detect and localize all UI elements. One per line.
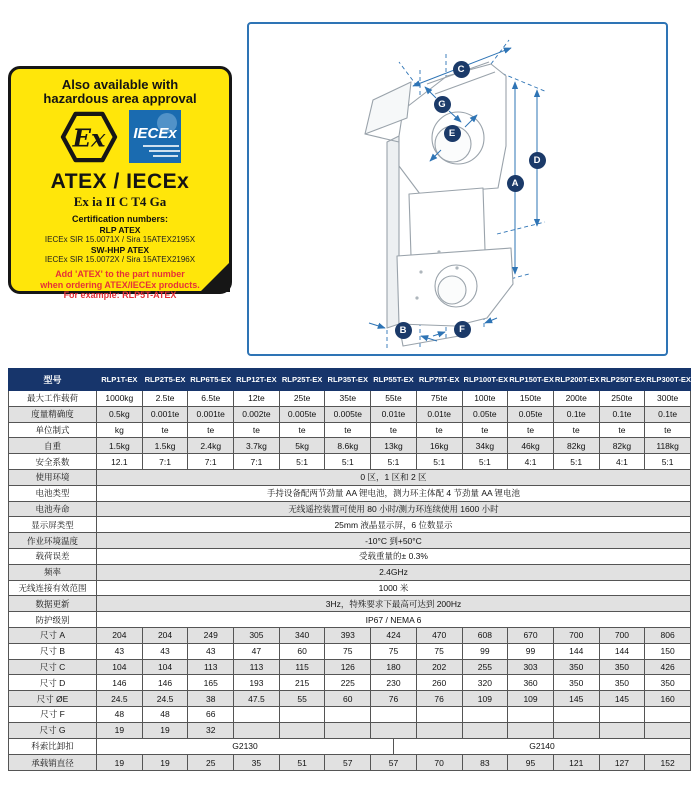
- cell-value: 5:1: [416, 454, 462, 470]
- cell-value: 35: [234, 755, 280, 771]
- cert-numbers-label: Certification numbers:: [71, 214, 168, 224]
- cell-value: 8.6kg: [325, 438, 371, 454]
- column-header-model: RLP250T-EX: [599, 369, 645, 391]
- cell-value: [279, 706, 325, 722]
- cell-value: 109: [462, 691, 508, 707]
- cell-value: [462, 722, 508, 738]
- table-row: [9, 469, 691, 485]
- table-row: [9, 422, 691, 438]
- cell-value: 5kg: [279, 438, 325, 454]
- cell-value: 5:1: [325, 454, 371, 470]
- cell-value: 260: [416, 675, 462, 691]
- table-row: [9, 643, 691, 659]
- row-label: 度量精确度: [9, 406, 97, 422]
- cell-value: 145: [553, 691, 599, 707]
- cell-value: 76: [371, 691, 417, 707]
- row-label: 单位制式: [9, 422, 97, 438]
- note-line2: when ordering ATEX/IECEx products.: [40, 279, 200, 290]
- cell-value: 5:1: [279, 454, 325, 470]
- cell-value: 32: [188, 722, 234, 738]
- table-row: [9, 533, 691, 549]
- cell-value: 19: [142, 722, 188, 738]
- spec-table-head: [9, 369, 691, 391]
- cell-value: 145: [599, 691, 645, 707]
- cell-value: [416, 706, 462, 722]
- cell-value: 43: [142, 643, 188, 659]
- table-row: [9, 501, 691, 517]
- row-label: 电池类型: [9, 485, 97, 501]
- table-row: [9, 659, 691, 675]
- note-line3: For example: RLP5T-ATEX: [63, 290, 177, 300]
- badge-order-note: [11, 269, 229, 301]
- row-label: 尺寸 C: [9, 659, 97, 675]
- split-cell-value: G2140: [529, 741, 555, 752]
- table-row: [9, 548, 691, 564]
- cell-value: [234, 722, 280, 738]
- table-row: [9, 722, 691, 738]
- cell-value: te: [599, 422, 645, 438]
- cell-value: 152: [645, 755, 691, 771]
- cell-value: 109: [508, 691, 554, 707]
- cell-value: 66: [188, 706, 234, 722]
- cell-value: 4:1: [508, 454, 554, 470]
- dim-label-d: D: [529, 152, 546, 169]
- badge-logos: [11, 111, 229, 167]
- cell-value: [553, 722, 599, 738]
- cell-value: 5:1: [462, 454, 508, 470]
- cell-value: 360: [508, 675, 554, 691]
- cell-value: 305: [234, 627, 280, 643]
- cell-value: 24.5: [142, 691, 188, 707]
- cell-value: 180: [371, 659, 417, 675]
- cell-value: 48: [97, 706, 143, 722]
- cell-value: [553, 706, 599, 722]
- cell-value: 150te: [508, 391, 554, 407]
- spec-table: [8, 368, 691, 771]
- cell-value: te: [645, 422, 691, 438]
- cell-value: 12.1: [97, 454, 143, 470]
- row-label: 尺寸 G: [9, 722, 97, 738]
- column-header-model: RLP35T-EX: [325, 369, 371, 391]
- cert1-name: RLP ATEX: [99, 225, 141, 235]
- atex-ex-hexagon-icon: [60, 111, 118, 168]
- svg-text:Ex: Ex: [72, 123, 105, 153]
- cell-value: 7:1: [234, 454, 280, 470]
- table-row: [9, 706, 691, 722]
- cell-value: 19: [97, 722, 143, 738]
- cell-value: 426: [645, 659, 691, 675]
- cell-value: 0.005te: [279, 406, 325, 422]
- column-header-model: RLP300T-EX: [645, 369, 691, 391]
- table-row: [9, 391, 691, 407]
- cell-value: 0.1te: [599, 406, 645, 422]
- cell-value: te: [142, 422, 188, 438]
- table-row: [9, 454, 691, 470]
- split-cell-value: G2130: [97, 739, 394, 755]
- cell-value: 700: [553, 627, 599, 643]
- cell-value: te: [462, 422, 508, 438]
- column-header-model: RLP6T5-EX: [188, 369, 234, 391]
- cell-value: kg: [97, 422, 143, 438]
- cell-value: te: [416, 422, 462, 438]
- cell-value: 99: [462, 643, 508, 659]
- row-label: 尺寸 D: [9, 675, 97, 691]
- merged-cell-value: 2.4GHz: [97, 564, 691, 580]
- cell-value: 144: [599, 643, 645, 659]
- dimension-drawing-panel: [247, 22, 668, 356]
- cell-value: 300te: [645, 391, 691, 407]
- table-row: [9, 738, 691, 755]
- cell-value: 146: [97, 675, 143, 691]
- cell-value: 424: [371, 627, 417, 643]
- column-header-model: RLP100T-EX: [462, 369, 508, 391]
- cell-value: 0.002te: [234, 406, 280, 422]
- merged-cell-value: 3Hz，特殊要求下最高可达到 200Hz: [97, 596, 691, 612]
- dim-label-g: G: [434, 96, 451, 113]
- table-row: [9, 517, 691, 533]
- cell-value: 144: [553, 643, 599, 659]
- cell-value: te: [188, 422, 234, 438]
- row-label: 作业环境温度: [9, 533, 97, 549]
- row-label: 尺寸 B: [9, 643, 97, 659]
- cell-value: 113: [188, 659, 234, 675]
- row-label: 承载销直径: [9, 755, 97, 771]
- cell-value: [645, 706, 691, 722]
- cell-value: 19: [97, 755, 143, 771]
- row-label: 电池寿命: [9, 501, 97, 517]
- cell-value: 35te: [325, 391, 371, 407]
- cell-value: 3.7kg: [234, 438, 280, 454]
- row-label: 显示屏类型: [9, 517, 97, 533]
- cell-value: 150: [645, 643, 691, 659]
- cell-value: 121: [553, 755, 599, 771]
- cell-value: 1.5kg: [142, 438, 188, 454]
- row-label: 使用环境: [9, 469, 97, 485]
- table-header-row: [9, 369, 691, 391]
- cell-value: 5:1: [371, 454, 417, 470]
- column-header-model: RLP200T-EX: [553, 369, 599, 391]
- table-row: [9, 755, 691, 771]
- cell-value: 350: [553, 659, 599, 675]
- cell-value: 48: [142, 706, 188, 722]
- row-label: 防护级别: [9, 612, 97, 628]
- cell-value: [599, 722, 645, 738]
- cell-value: [279, 722, 325, 738]
- cell-value: 200te: [553, 391, 599, 407]
- cell-value: 12te: [234, 391, 280, 407]
- cell-value: 43: [97, 643, 143, 659]
- column-header-model: RLP12T-EX: [234, 369, 280, 391]
- row-label: 尺寸 A: [9, 627, 97, 643]
- cell-value: 7:1: [142, 454, 188, 470]
- cell-value: 104: [97, 659, 143, 675]
- cell-value: 255: [462, 659, 508, 675]
- row-label: 数据更新: [9, 596, 97, 612]
- cell-value: [371, 706, 417, 722]
- cell-value: te: [553, 422, 599, 438]
- cell-value: 0.1te: [645, 406, 691, 422]
- cell-value: 204: [142, 627, 188, 643]
- cell-value: 95: [508, 755, 554, 771]
- cell-value: 146: [142, 675, 188, 691]
- cell-value: 0.001te: [142, 406, 188, 422]
- cell-value: 34kg: [462, 438, 508, 454]
- merged-cell-value: 1000 米: [97, 580, 691, 596]
- cell-value: 1000kg: [97, 391, 143, 407]
- merged-cell-value: 0 区，1 区和 2 区: [97, 469, 691, 485]
- cell-value: 340: [279, 627, 325, 643]
- merged-cell-value: IP67 / NEMA 6: [97, 612, 691, 628]
- cell-value: 70: [416, 755, 462, 771]
- cert2-numbers: IECEx SIR 15.0072X / Sira 15ATEX2196X: [44, 255, 196, 264]
- cell-value: 60: [325, 691, 371, 707]
- cell-value: 100te: [462, 391, 508, 407]
- table-row: [9, 485, 691, 501]
- cell-value: 165: [188, 675, 234, 691]
- cell-value: 303: [508, 659, 554, 675]
- cell-value: 46kg: [508, 438, 554, 454]
- cert1-numbers: IECEx SIR 15.0071X / Sira 15ATEX2195X: [44, 235, 196, 244]
- dim-label-f: F: [454, 321, 471, 338]
- cell-value: [325, 722, 371, 738]
- cell-value: 2.4kg: [188, 438, 234, 454]
- table-row: [9, 596, 691, 612]
- table-row: [9, 691, 691, 707]
- cell-value: 700: [599, 627, 645, 643]
- row-label: 安全系数: [9, 454, 97, 470]
- badge-title-line2: hazardous area approval: [43, 90, 197, 106]
- cell-value: 55: [279, 691, 325, 707]
- cell-value: 5:1: [553, 454, 599, 470]
- badge-title-line1: Also available with: [61, 77, 179, 92]
- cell-value: 104: [142, 659, 188, 675]
- cell-value: 51: [279, 755, 325, 771]
- cell-value: 57: [371, 755, 417, 771]
- cell-value: te: [279, 422, 325, 438]
- column-header-model: RLP55T-EX: [371, 369, 417, 391]
- cell-value: 2.5te: [142, 391, 188, 407]
- cell-value: [508, 722, 554, 738]
- cell-value: 13kg: [371, 438, 417, 454]
- cell-value: 83: [462, 755, 508, 771]
- cell-value: 75: [371, 643, 417, 659]
- split-cell-wrap: [97, 739, 690, 755]
- column-header-model: RLP75T-EX: [416, 369, 462, 391]
- cell-value: 670: [508, 627, 554, 643]
- dim-label-e: E: [444, 125, 461, 142]
- column-header-model: RLP2T5-EX: [142, 369, 188, 391]
- cell-value: 0.1te: [553, 406, 599, 422]
- note-line1: Add 'ATEX' to the part number: [55, 269, 185, 279]
- cell-value: 0.5kg: [97, 406, 143, 422]
- cell-value: [599, 706, 645, 722]
- table-row: [9, 564, 691, 580]
- cell-value: te: [234, 422, 280, 438]
- cell-value: 60: [279, 643, 325, 659]
- cell-value: 193: [234, 675, 280, 691]
- cell-value: 350: [553, 675, 599, 691]
- cell-value: 0.05te: [462, 406, 508, 422]
- cell-value: 25: [188, 755, 234, 771]
- iecex-logo-icon: [129, 110, 181, 168]
- cell-value: [508, 706, 554, 722]
- cell-value: [645, 722, 691, 738]
- model-column-title: 型号: [9, 369, 97, 391]
- svg-text:IECEx: IECEx: [132, 125, 177, 142]
- cell-value: 6.5te: [188, 391, 234, 407]
- cell-value: 4:1: [599, 454, 645, 470]
- table-row: [9, 612, 691, 628]
- cell-value: 5:1: [645, 454, 691, 470]
- cell-value: 47: [234, 643, 280, 659]
- cell-value: 0.005te: [325, 406, 371, 422]
- cell-value: 0.01te: [416, 406, 462, 422]
- cell-value: te: [508, 422, 554, 438]
- column-header-model: RLP25T-EX: [279, 369, 325, 391]
- split-cell: [97, 738, 691, 755]
- cell-value: 0.05te: [508, 406, 554, 422]
- cell-value: 38: [188, 691, 234, 707]
- cert2-name: SW-HHP ATEX: [90, 245, 150, 255]
- cell-value: 25te: [279, 391, 325, 407]
- row-label: 尺寸 ØE: [9, 691, 97, 707]
- merged-cell-value: 无线遥控装置可使用 80 小时/测力环连续使用 1600 小时: [97, 501, 691, 517]
- column-header-model: RLP1T-EX: [97, 369, 143, 391]
- cell-value: 320: [462, 675, 508, 691]
- cell-value: 350: [645, 675, 691, 691]
- row-label: 尺寸 F: [9, 706, 97, 722]
- cell-value: [462, 706, 508, 722]
- cell-value: 115: [279, 659, 325, 675]
- cell-value: 393: [325, 627, 371, 643]
- cell-value: 250te: [599, 391, 645, 407]
- cell-value: 230: [371, 675, 417, 691]
- column-header-model: RLP150T-EX: [508, 369, 554, 391]
- merged-cell-value: -10°C 到+50°C: [97, 533, 691, 549]
- cell-value: 118kg: [645, 438, 691, 454]
- dim-label-c: C: [453, 61, 470, 78]
- cell-value: [234, 706, 280, 722]
- cell-value: 806: [645, 627, 691, 643]
- cell-value: 249: [188, 627, 234, 643]
- cell-value: 225: [325, 675, 371, 691]
- cell-value: 57: [325, 755, 371, 771]
- cell-value: 350: [599, 659, 645, 675]
- table-row: [9, 438, 691, 454]
- row-label: 科索比卸扣: [9, 738, 97, 755]
- cell-value: 19: [142, 755, 188, 771]
- cell-value: 43: [188, 643, 234, 659]
- cell-value: 1.5kg: [97, 438, 143, 454]
- cell-value: 47.5: [234, 691, 280, 707]
- cell-value: 202: [416, 659, 462, 675]
- atex-approval-badge: [8, 66, 232, 300]
- cell-value: te: [371, 422, 417, 438]
- cell-value: [416, 722, 462, 738]
- cell-value: 126: [325, 659, 371, 675]
- dim-label-b: B: [395, 322, 412, 339]
- cell-value: 75te: [416, 391, 462, 407]
- cell-value: 16kg: [416, 438, 462, 454]
- cell-value: 24.5: [97, 691, 143, 707]
- cell-value: 0.01te: [371, 406, 417, 422]
- cell-value: 350: [599, 675, 645, 691]
- row-label: 自重: [9, 438, 97, 454]
- cell-value: te: [325, 422, 371, 438]
- row-label: 最大工作载荷: [9, 391, 97, 407]
- cell-value: 75: [325, 643, 371, 659]
- cell-value: 99: [508, 643, 554, 659]
- cell-value: 55te: [371, 391, 417, 407]
- badge-title: [11, 78, 229, 105]
- row-label: 载荷误差: [9, 548, 97, 564]
- badge-ex-marking: Ex ia II C T4 Ga: [73, 194, 167, 209]
- cell-value: 75: [416, 643, 462, 659]
- cell-value: 113: [234, 659, 280, 675]
- merged-cell-value: 手持设备配两节劲量 AA 锂电池，测力环主体配 4 节劲量 AA 锂电池: [97, 485, 691, 501]
- cell-value: [371, 722, 417, 738]
- cell-value: [325, 706, 371, 722]
- badge-heading: ATEX / IECEx: [50, 170, 190, 193]
- table-row: [9, 406, 691, 422]
- table-row: [9, 627, 691, 643]
- row-label: 无线连接有效范围: [9, 580, 97, 596]
- table-row: [9, 580, 691, 596]
- cell-value: 215: [279, 675, 325, 691]
- dim-label-a: A: [507, 175, 524, 192]
- cell-value: 0.001te: [188, 406, 234, 422]
- table-row: [9, 675, 691, 691]
- cell-value: 608: [462, 627, 508, 643]
- cell-value: 82kg: [553, 438, 599, 454]
- row-label: 频率: [9, 564, 97, 580]
- cell-value: 82kg: [599, 438, 645, 454]
- cell-value: 127: [599, 755, 645, 771]
- merged-cell-value: 25mm 液晶显示屏，6 位数显示: [97, 517, 691, 533]
- cell-value: 204: [97, 627, 143, 643]
- merged-cell-value: 受载重量的± 0.3%: [97, 548, 691, 564]
- spec-table-body: [9, 391, 691, 771]
- cell-value: 76: [416, 691, 462, 707]
- cell-value: 470: [416, 627, 462, 643]
- cell-value: 160: [645, 691, 691, 707]
- cell-value: 7:1: [188, 454, 234, 470]
